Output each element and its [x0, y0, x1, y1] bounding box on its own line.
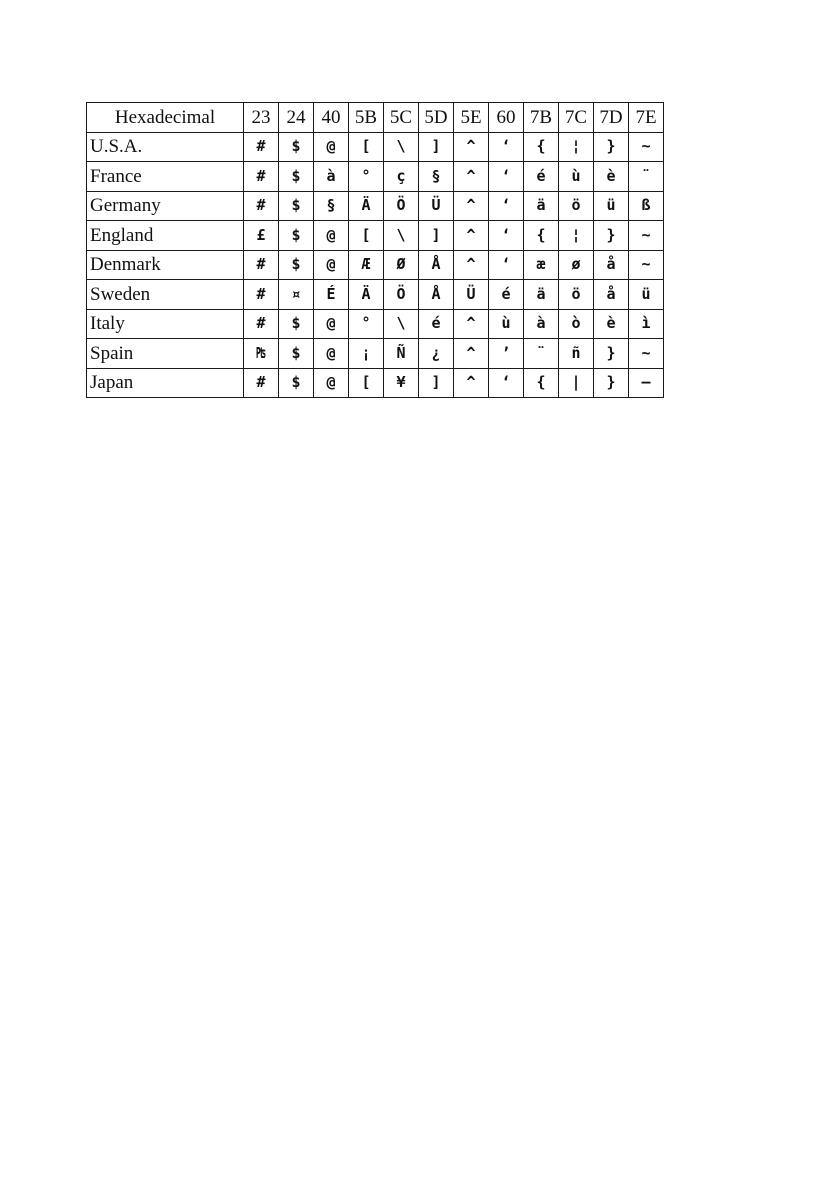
character-cell: $	[279, 221, 314, 251]
character-cell: @	[314, 368, 349, 398]
character-cell: ö	[559, 191, 594, 221]
character-cell: §	[419, 162, 454, 192]
character-cell: ^	[454, 250, 489, 280]
character-cell: ù	[489, 309, 524, 339]
character-cell: ü	[594, 191, 629, 221]
column-header: 60	[489, 103, 524, 133]
column-header: 24	[279, 103, 314, 133]
character-cell: Å	[419, 250, 454, 280]
character-cell: {	[524, 132, 559, 162]
country-label: U.S.A.	[87, 132, 244, 162]
character-cell: Ñ	[384, 339, 419, 369]
column-header: 7B	[524, 103, 559, 133]
character-cell: ^	[454, 162, 489, 192]
table-row	[87, 368, 664, 398]
table-row	[87, 280, 664, 310]
character-cell: ¨	[524, 339, 559, 369]
character-cell: Ø	[384, 250, 419, 280]
column-header: 7E	[629, 103, 664, 133]
character-cell: ¤	[279, 280, 314, 310]
character-cell: ò	[559, 309, 594, 339]
character-cell: $	[279, 309, 314, 339]
character-cell: ~	[629, 339, 664, 369]
character-set-table-wrapper	[86, 102, 664, 398]
country-label: England	[87, 221, 244, 251]
character-cell: ñ	[559, 339, 594, 369]
character-cell: å	[594, 250, 629, 280]
character-cell: $	[279, 339, 314, 369]
country-label: Germany	[87, 191, 244, 221]
column-header: 5B	[349, 103, 384, 133]
character-cell: ù	[559, 162, 594, 192]
character-cell: ì	[629, 309, 664, 339]
table-row	[87, 162, 664, 192]
character-cell: @	[314, 221, 349, 251]
column-header: 5E	[454, 103, 489, 133]
character-cell: $	[279, 132, 314, 162]
character-cell: ’	[489, 339, 524, 369]
header-row	[87, 103, 664, 133]
character-cell: {	[524, 368, 559, 398]
character-cell: ¦	[559, 221, 594, 251]
character-cell: ^	[454, 339, 489, 369]
table-row	[87, 221, 664, 251]
character-cell: Ü	[454, 280, 489, 310]
character-cell: é	[419, 309, 454, 339]
character-cell: æ	[524, 250, 559, 280]
table-row	[87, 191, 664, 221]
character-cell: Ü	[419, 191, 454, 221]
character-cell: ‘	[489, 191, 524, 221]
character-cell: è	[594, 309, 629, 339]
character-cell: ₧	[244, 339, 279, 369]
character-cell: \	[384, 221, 419, 251]
character-cell: @	[314, 339, 349, 369]
character-cell: ]	[419, 368, 454, 398]
character-cell: ü	[629, 280, 664, 310]
character-cell: }	[594, 368, 629, 398]
character-cell: }	[594, 132, 629, 162]
character-cell: Ä	[349, 191, 384, 221]
character-cell: @	[314, 132, 349, 162]
character-cell: $	[279, 162, 314, 192]
character-cell: [	[349, 368, 384, 398]
character-cell: }	[594, 339, 629, 369]
country-label: France	[87, 162, 244, 192]
table-row	[87, 309, 664, 339]
character-cell: ¦	[559, 132, 594, 162]
character-cell: ¡	[349, 339, 384, 369]
character-cell: ~	[629, 221, 664, 251]
character-cell: Ö	[384, 280, 419, 310]
table-row	[87, 250, 664, 280]
country-label: Japan	[87, 368, 244, 398]
character-cell: @	[314, 309, 349, 339]
character-cell: Ö	[384, 191, 419, 221]
character-cell: [	[349, 132, 384, 162]
character-cell: °	[349, 309, 384, 339]
character-cell: ¥	[384, 368, 419, 398]
table-row	[87, 339, 664, 369]
column-header: 5C	[384, 103, 419, 133]
character-cell: —	[629, 368, 664, 398]
character-cell: #	[244, 309, 279, 339]
character-cell: ø	[559, 250, 594, 280]
character-cell: @	[314, 250, 349, 280]
character-cell: °	[349, 162, 384, 192]
character-cell: ‘	[489, 162, 524, 192]
character-cell: É	[314, 280, 349, 310]
character-cell: ä	[524, 191, 559, 221]
character-cell: #	[244, 162, 279, 192]
character-cell: ‘	[489, 368, 524, 398]
character-cell: ‘	[489, 250, 524, 280]
character-cell: ö	[559, 280, 594, 310]
character-cell: Ä	[349, 280, 384, 310]
character-cell: $	[279, 250, 314, 280]
character-cell: ]	[419, 132, 454, 162]
country-label: Italy	[87, 309, 244, 339]
character-cell: #	[244, 191, 279, 221]
column-header: 7D	[594, 103, 629, 133]
character-cell: ç	[384, 162, 419, 192]
character-cell: ^	[454, 221, 489, 251]
character-cell: ß	[629, 191, 664, 221]
character-cell: |	[559, 368, 594, 398]
column-header: 40	[314, 103, 349, 133]
country-label: Sweden	[87, 280, 244, 310]
international-character-set-table	[86, 102, 664, 398]
character-cell: ¿	[419, 339, 454, 369]
character-cell: ^	[454, 132, 489, 162]
character-cell: ‘	[489, 132, 524, 162]
character-cell: #	[244, 132, 279, 162]
character-cell: Å	[419, 280, 454, 310]
character-cell: é	[524, 162, 559, 192]
character-cell: §	[314, 191, 349, 221]
character-cell: \	[384, 309, 419, 339]
character-cell: ^	[454, 191, 489, 221]
character-cell: ]	[419, 221, 454, 251]
character-cell: $	[279, 368, 314, 398]
character-cell: ^	[454, 309, 489, 339]
character-cell: à	[524, 309, 559, 339]
column-header: 23	[244, 103, 279, 133]
character-cell: ä	[524, 280, 559, 310]
character-cell: $	[279, 191, 314, 221]
character-cell: #	[244, 368, 279, 398]
table-row	[87, 132, 664, 162]
country-label: Spain	[87, 339, 244, 369]
character-cell: é	[489, 280, 524, 310]
character-cell: {	[524, 221, 559, 251]
character-cell: [	[349, 221, 384, 251]
character-cell: ¨	[629, 162, 664, 192]
character-cell: }	[594, 221, 629, 251]
character-cell: å	[594, 280, 629, 310]
character-cell: #	[244, 280, 279, 310]
character-cell: è	[594, 162, 629, 192]
character-cell: ‘	[489, 221, 524, 251]
country-label: Denmark	[87, 250, 244, 280]
character-cell: à	[314, 162, 349, 192]
column-header: 7C	[559, 103, 594, 133]
column-header: 5D	[419, 103, 454, 133]
character-cell: £	[244, 221, 279, 251]
character-cell: Æ	[349, 250, 384, 280]
character-cell: #	[244, 250, 279, 280]
character-cell: ~	[629, 132, 664, 162]
character-cell: ^	[454, 368, 489, 398]
character-cell: \	[384, 132, 419, 162]
table-body	[87, 132, 664, 398]
character-cell: ~	[629, 250, 664, 280]
corner-header: Hexadecimal	[87, 103, 244, 133]
